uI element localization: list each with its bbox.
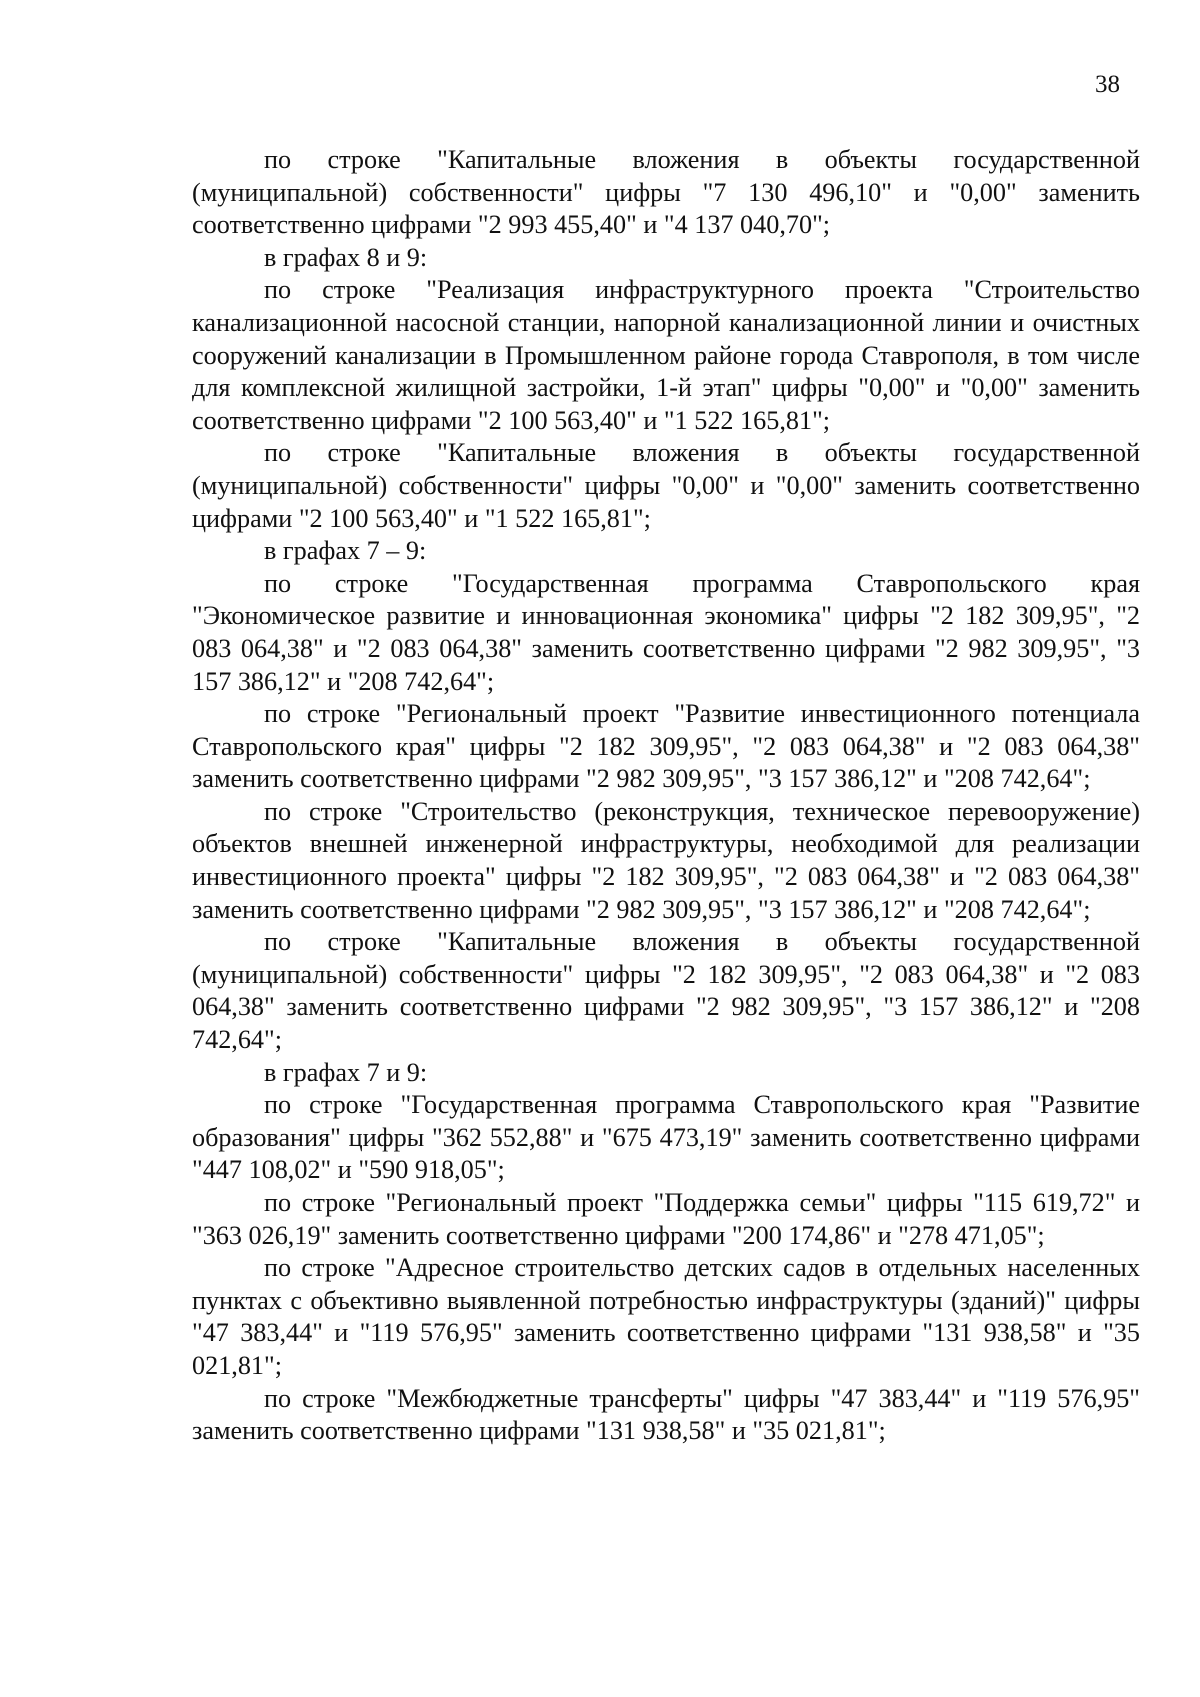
- paragraph-6: по строке "Государственная программа Ставропольского края "Экономическое развитие и инновационная экономика" цифры "2 182 309,95", "2 083 064,38" и "2 083 064,38" заменить соответственно цифрами "2 982 309,95", "3 157 386,12" и "208 742,64";: [192, 568, 1140, 696]
- document-body: [192, 144, 1140, 1448]
- paragraph-14: по строке "Межбюджетные трансферты" цифры "47 383,44" и "119 576,95" заменить соответственно цифрами "131 938,58" и "35 021,81";: [192, 1383, 1140, 1446]
- paragraph-12: по строке "Региональный проект "Поддержка семьи" цифры "115 619,72" и "363 026,19" заменить соответственно цифрами "200 174,86" и "278 471,05";: [192, 1188, 1140, 1250]
- paragraph-11: по строке "Государственная программа Ставропольского края "Развитие образования" цифры "362 552,88" и "675 473,19" заменить соответственно цифрами "447 108,02" и "590 918,05";: [192, 1090, 1140, 1185]
- paragraph-4: по строке "Капитальные вложения в объекты государственной (муниципальной) собственности" цифры "0,00" и "0,00" заменить соответственно цифрами "2 100 563,40" и "1 522 165,81";: [192, 438, 1140, 533]
- paragraph-1: по строке "Капитальные вложения в объекты государственной (муниципальной) собственности" цифры "7 130 496,10" и "0,00" заменить соответственно цифрами "2 993 455,40" и "4 137 040,70";: [192, 145, 1140, 240]
- paragraph-3: по строке "Реализация инфраструктурного проекта "Строительство канализационной насосной станции, напорной канализационной линии и очистных сооружений канализации в Промышленном районе города Ставрополя, в том числе для комплексной жилищной застройки, 1-й этап" цифры "0,00" и "0,00" заменить соответственно цифрами "2 100 563,40" и "1 522 165,81";: [192, 275, 1140, 435]
- paragraph-8: по строке "Строительство (реконструкция, техническое перевооружение) объектов внешней инженерной инфраструктуры, необходимой для реализации инвестиционного проекта" цифры "2 182 309,95", "2 083 064,38" и "2 083 064,38" заменить соответственно цифрами "2 982 309,95", "3 157 386,12" и "208 742,64";: [192, 796, 1140, 924]
- paragraph-5: в графах 7 – 9:: [264, 536, 427, 566]
- paragraph-7: по строке "Региональный проект "Развитие инвестиционного потенциала Ставропольского края" цифры "2 182 309,95", "2 083 064,38" и "2 083 064,38" заменить соответственно цифрами "2 982 309,95", "3 157 386,12" и "208 742,64";: [192, 699, 1140, 794]
- paragraph-10: в графах 7 и 9:: [264, 1057, 428, 1087]
- page-number: 38: [1095, 71, 1120, 98]
- paragraph-9: по строке "Капитальные вложения в объекты государственной (муниципальной) собственности" цифры "2 182 309,95", "2 083 064,38" и "2 083 064,38" заменить соответственно цифрами "2 982 309,95", "3 157 386,12" и "208 742,64";: [192, 927, 1140, 1055]
- paragraph-2: в графах 8 и 9:: [264, 242, 428, 272]
- paragraph-13: по строке "Адресное строительство детских садов в отдельных населенных пунктах с объективно выявленной потребностью инфраструктуры (зданий)" цифры "47 383,44" и "119 576,95" заменить соответственно цифрами "131 938,58" и "35 021,81";: [192, 1253, 1140, 1380]
